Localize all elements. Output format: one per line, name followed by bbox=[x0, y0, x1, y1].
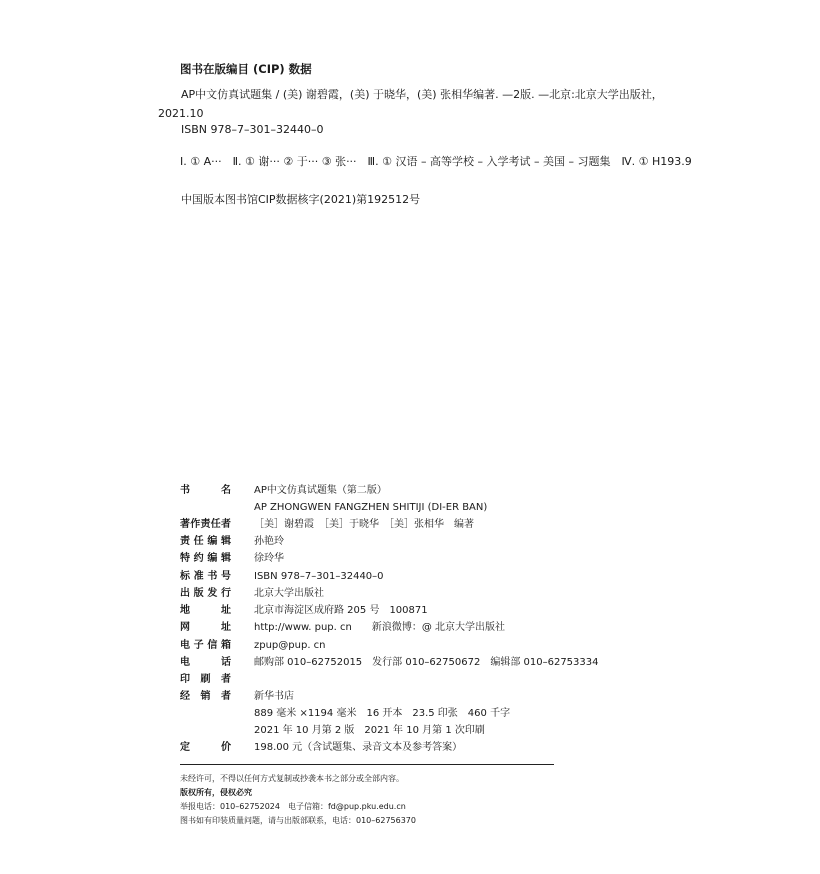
info-value: AP中文仿真试题集（第二版） bbox=[254, 485, 387, 496]
info-label: 电子信箱 bbox=[180, 640, 231, 651]
info-label: 著作责任者 bbox=[180, 519, 231, 530]
info-value: 邮购部 010–62752015 发行部 010–62750672 编辑部 010–62753334 bbox=[254, 657, 599, 668]
info-value: ISBN 978–7–301–32440–0 bbox=[254, 571, 384, 582]
info-label: 经销者 bbox=[180, 691, 231, 702]
info-label: 责任编辑 bbox=[180, 536, 231, 547]
info-value: 孙艳玲 bbox=[254, 536, 284, 547]
info-label: 地址 bbox=[180, 605, 231, 616]
cip-heading: 图书在版编目 (CIP) 数据 bbox=[180, 62, 312, 76]
info-value: 889 毫米 ×1194 毫米 16 开本 23.5 印张 460 千字 bbox=[254, 708, 511, 719]
cip-isbn-line: ISBN 978–7–301–32440–0 bbox=[181, 123, 324, 136]
info-value: AP ZHONGWEN FANGZHEN SHITIJI (DI-ER BAN) bbox=[254, 502, 488, 513]
cip-title-line: AP中文仿真试题集 / (美) 谢碧霞，(美) 于晓华，(美) 张相华编著. —2版. —北京:北京大学出版社， bbox=[181, 88, 663, 101]
info-value: ［美］谢碧霞 ［美］于晓华 ［美］张相华 编著 bbox=[254, 519, 474, 530]
cip-classification-line: Ⅰ. ① A··· Ⅱ. ① 谢··· ② 于··· ③ 张··· Ⅲ. ① 汉语 – 高等学校 – 入学考试 – 美国 – 习题集 Ⅳ. ① H193.9 bbox=[180, 155, 692, 168]
info-value: 198.00 元（含试题集、录音文本及参考答案） bbox=[254, 742, 463, 753]
cip-record-number: 中国版本图书馆CIP数据核字(2021)第192512号 bbox=[181, 193, 421, 206]
quality-contact: 图书如有印装质量问题，请与出版部联系，电话：010–62756370 bbox=[180, 816, 416, 825]
info-value: 新华书店 bbox=[254, 691, 294, 702]
info-value: 北京大学出版社 bbox=[254, 588, 324, 599]
info-label: 书名 bbox=[180, 485, 231, 496]
rights-reserved: 版权所有，侵权必究 bbox=[180, 788, 252, 797]
copyright-notice: 未经许可，不得以任何方式复制或抄袭本书之部分或全部内容。 bbox=[180, 774, 404, 783]
info-label: 印刷者 bbox=[180, 674, 231, 685]
info-value: zpup@pup. cn bbox=[254, 640, 326, 651]
report-contact: 举报电话：010–62752024 电子信箱：fd@pup.pku.edu.cn bbox=[180, 802, 406, 811]
info-label: 出版发行 bbox=[180, 588, 231, 599]
info-label: 特约编辑 bbox=[180, 553, 231, 564]
info-label: 标准书号 bbox=[180, 571, 231, 582]
info-label: 网址 bbox=[180, 622, 231, 633]
info-label: 电话 bbox=[180, 657, 231, 668]
info-value: 徐玲华 bbox=[254, 553, 284, 564]
info-value: 2021 年 10 月第 2 版 2021 年 10 月第 1 次印刷 bbox=[254, 725, 485, 736]
footer-divider bbox=[180, 764, 554, 765]
info-label: 定价 bbox=[180, 742, 231, 753]
info-value: 北京市海淀区成府路 205 号 100871 bbox=[254, 605, 428, 616]
info-value: http://www. pup. cn 新浪微博：@ 北京大学出版社 bbox=[254, 622, 506, 633]
cip-date-line: 2021.10 bbox=[158, 107, 204, 120]
